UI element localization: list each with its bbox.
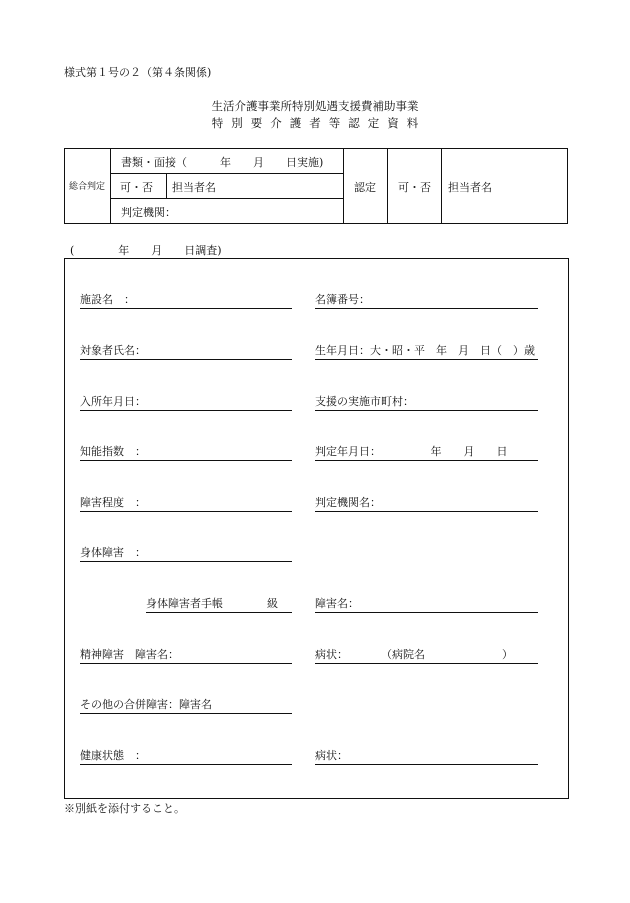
physical-disability-field[interactable]: 身体障害 ： [80,545,292,562]
page-subtitle: 特別要介護者等認定資料 [211,116,427,130]
condition-field[interactable]: 病状： [315,748,538,765]
judge-org-name-field[interactable]: 判定機関名： [315,495,538,512]
admission-date-field[interactable]: 入所年月日： [80,394,292,411]
survey-date[interactable]: ( 年 月 日調査) [70,244,222,257]
survey-form-box [64,258,569,799]
municipality-field[interactable]: 支援の実施市町村： [315,394,538,411]
approve-left-field[interactable]: 可・否 [120,181,153,194]
overall-judgement-label: 総合判定 [69,182,106,192]
other-disability-field[interactable]: その他の合併障害：障害名 [80,697,292,714]
judge-org-field[interactable]: 判定機関： [121,206,176,219]
form-number: 様式第１号の２（第４条関係) [64,66,212,79]
staff-right-field[interactable]: 担当者名 [448,181,492,194]
physical-handbook-field[interactable]: 身体障害者手帳 級 [146,596,292,613]
disability-level-field[interactable]: 障害程度 ： [80,495,292,512]
register-number-field[interactable]: 名簿番号： [315,292,538,309]
person-name-field[interactable]: 対象者氏名： [80,343,292,360]
attachment-note: ※別紙を添付すること。 [64,802,185,815]
condition-hospital-field[interactable]: 病状： （病院名 ） [315,647,538,664]
iq-field[interactable]: 知能指数 ： [80,444,292,461]
disability-name-field[interactable]: 障害名： [315,596,538,613]
certify-label: 認定 [354,181,376,194]
judgement-table [64,148,568,224]
staff-left-field[interactable]: 担当者名 [172,181,216,194]
page-title: 生活介護事業所特別処遇支援費補助事業 [211,99,419,113]
approve-right-field[interactable]: 可・否 [398,181,431,194]
facility-field[interactable]: 施設名 ： [80,292,292,309]
judge-date-field[interactable]: 判定年月日： 年 月 日 [315,444,538,461]
health-field[interactable]: 健康状態 ： [80,748,292,765]
mental-disability-field[interactable]: 精神障害 障害名： [80,647,292,664]
review-field[interactable]: 書類・面接（ 年 月 日実施) [121,156,324,169]
birth-date-field[interactable]: 生年月日：大・昭・平 年 月 日（ ）歳 [315,343,538,360]
